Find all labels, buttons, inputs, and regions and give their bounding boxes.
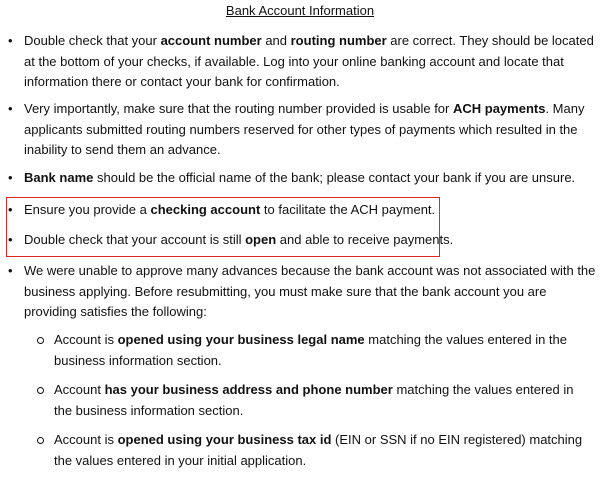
circle-bullet-icon <box>37 437 44 444</box>
list-item-bank-name: • Bank name should be the official name of the bank; please contact your bank if you are unsure. <box>24 168 596 189</box>
list-item-business-association: • We were unable to approve many advances because the bank account was not associated with the business applying. Before resubmitting, you must make sure that the bank account you are providing satisfies the following: <box>8 263 596 319</box>
list-item-account-routing: • Double check that your account number and routing number are correct. They should be located at the bottom of your checks, if available. Log into your online banking account and locate that information there or contact your bank for confirmation. <box>8 33 594 89</box>
list-item-ach-routing: • Very importantly, make sure that the routing number provided is usable for ACH payments. Many applicants submitted routing numbers reserved for other types of payments which resulted in the inability to send them an advance. <box>8 101 585 157</box>
sub-item-tax-id: Account is opened using your business tax id (EIN or SSN if no EIN registered) matching the values entered in your initial application. <box>54 430 584 471</box>
emphasis-legal-name: opened using your business legal name <box>117 332 365 347</box>
emphasis-open: open <box>245 232 277 247</box>
bullet-icon: • <box>8 101 13 116</box>
bullet-icon: • <box>8 202 13 217</box>
bullet-icon: • <box>8 263 13 278</box>
bullet-icon: • <box>8 33 13 48</box>
emphasis-checking-account: checking account <box>150 202 261 217</box>
bullet-icon: • <box>8 170 13 185</box>
emphasis-bank-name: Bank name <box>24 170 94 185</box>
emphasis-ach-payments: ACH payments <box>452 101 546 116</box>
list-item-checking-account: • Ensure you provide a checking account to facilitate the ACH payment. <box>24 200 596 221</box>
emphasis-account-number: account number <box>160 33 262 48</box>
page-title: Bank Account Information <box>225 3 375 18</box>
list-item-account-open: • Double check that your account is still open and able to receive payments. <box>24 230 596 251</box>
emphasis-tax-id: opened using your business tax id <box>117 432 332 447</box>
sub-item-address-phone: Account has your business address and phone number matching the values entered in the business information section. <box>54 380 584 421</box>
bullet-icon: • <box>8 232 13 247</box>
circle-bullet-icon <box>37 337 44 344</box>
circle-bullet-icon <box>37 387 44 394</box>
emphasis-routing-number: routing number <box>290 33 387 48</box>
emphasis-address-phone: has your business address and phone number <box>104 382 393 397</box>
sub-item-legal-name: Account is opened using your business legal name matching the values entered in the business information section. <box>54 330 584 371</box>
